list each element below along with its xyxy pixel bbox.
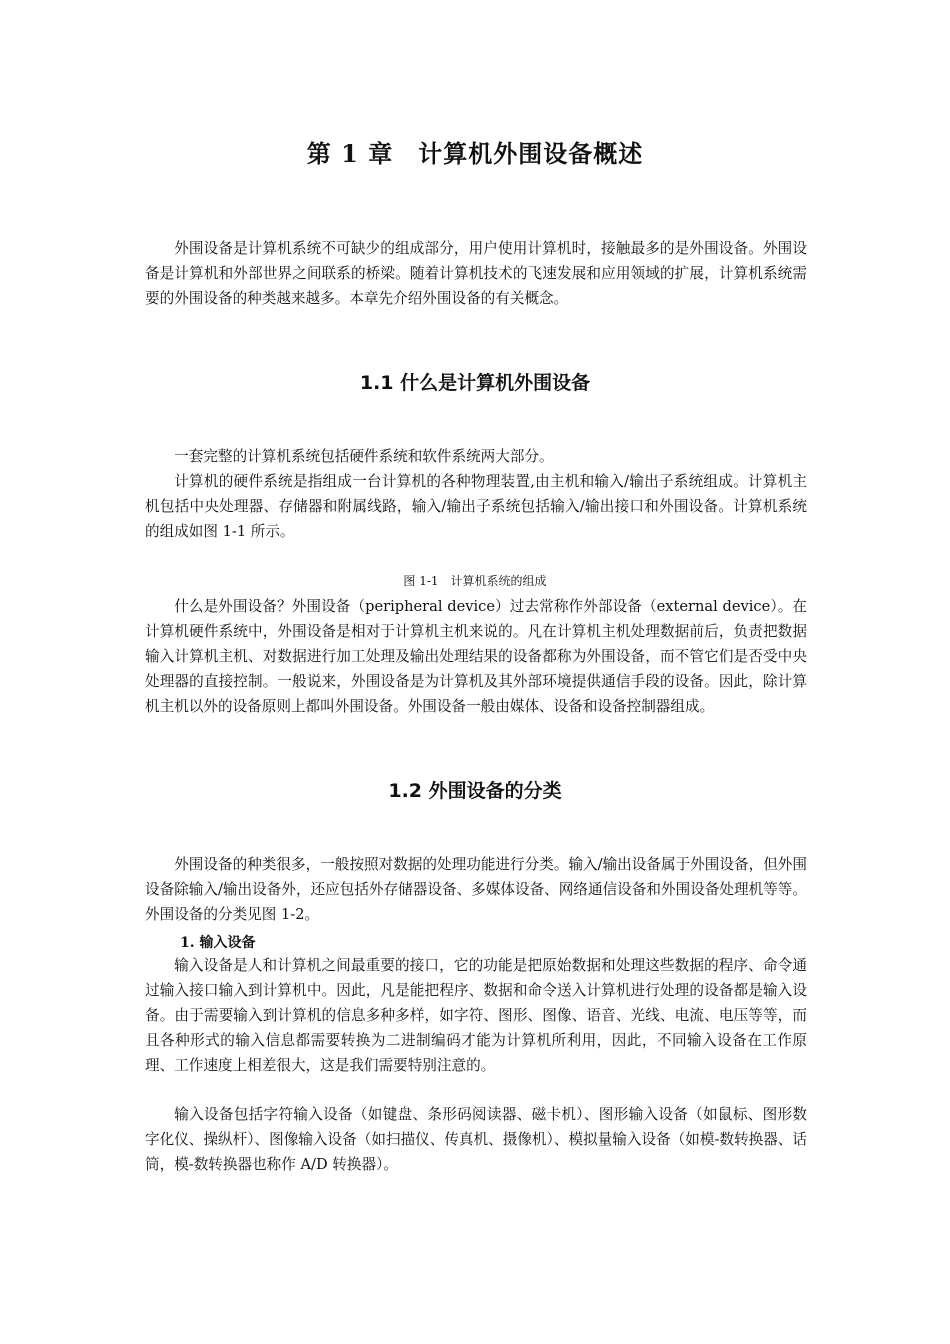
section-1-1-paragraph-1: 一套完整的计算机系统包括硬件系统和软件系统两大部分。 <box>174 448 554 465</box>
figure-1-1-caption: 图 1-1 计算机系统的组成 <box>403 574 547 588</box>
section-1-2-title: 1.2 外围设备的分类 <box>388 780 562 802</box>
section-1-1-paragraph-2: 计算机的硬件系统是指组成一台计算机的各种物理装置,由主机和输入/输出子系统组成。计算机主机包括中央处理器、存储器和附属线路，输入/输出子系统包括输入/输出接口和外围设备。计算机系统的组成如图 1-1 所示。 <box>145 473 807 540</box>
subheading-input-devices: 1. 输入设备 <box>180 935 256 951</box>
section-1-1-paragraph-3: 什么是外围设备？外围设备（peripheral device）过去常称作外部设备（external device）。在计算机硬件系统中，外围设备是相对于计算机主机来说的。凡在计算机主机处理数据前后，负责把数据输入计算机主机、对数据进行加工处理及输出处理结果的设备都称为外围设备，而不管它们是否受中央处理器的直接控制。一般说来，外围设备是为计算机及其外部环境提供通信手段的设备。因此，除计算机主机以外的设备原则上都叫外围设备。外围设备一般由媒体、设备和设备控制器组成。 <box>145 598 807 715</box>
chapter-title: 第 1 章 计算机外围设备概述 <box>306 139 644 168</box>
section-1-2-paragraph-1: 外围设备的种类很多，一般按照对数据的处理功能进行分类。输入/输出设备属于外围设备，但外围设备除输入/输出设备外，还应包括外存储器设备、多媒体设备、网络通信设备和外围设备处理机等等。外围设备的分类见图 1-2。 <box>145 856 807 923</box>
section-1-2-paragraph-3: 输入设备包括字符输入设备（如键盘、条形码阅读器、磁卡机）、图形输入设备（如鼠标、图形数字化仪、操纵杆）、图像输入设备（如扫描仪、传真机、摄像机）、模拟量输入设备（如模-数转换器、话筒，模-数转换器也称作 A/D 转换器）。 <box>145 1106 807 1173</box>
intro-paragraph: 外围设备是计算机系统不可缺少的组成部分，用户使用计算机时，接触最多的是外围设备。外围设备是计算机和外部世界之间联系的桥梁。随着计算机技术的飞速发展和应用领域的扩展，计算机系统需要的外围设备的种类越来越多。本章先介绍外围设备的有关概念。 <box>145 240 807 307</box>
section-1-1-title: 1.1 什么是计算机外围设备 <box>359 372 591 394</box>
section-1-2-paragraph-2: 输入设备是人和计算机之间最重要的接口，它的功能是把原始数据和处理这些数据的程序、命令通过输入接口输入到计算机中。因此，凡是能把程序、数据和命令送入计算机进行处理的设备都是输入设备。由于需要输入到计算机的信息多种多样，如字符、图形、图像、语音、光线、电流、电压等等，而且各种形式的输入信息都需要转换为二进制编码才能为计算机所利用，因此，不同输入设备在工作原理、工作速度上相差很大，这是我们需要特别注意的。 <box>145 957 807 1074</box>
